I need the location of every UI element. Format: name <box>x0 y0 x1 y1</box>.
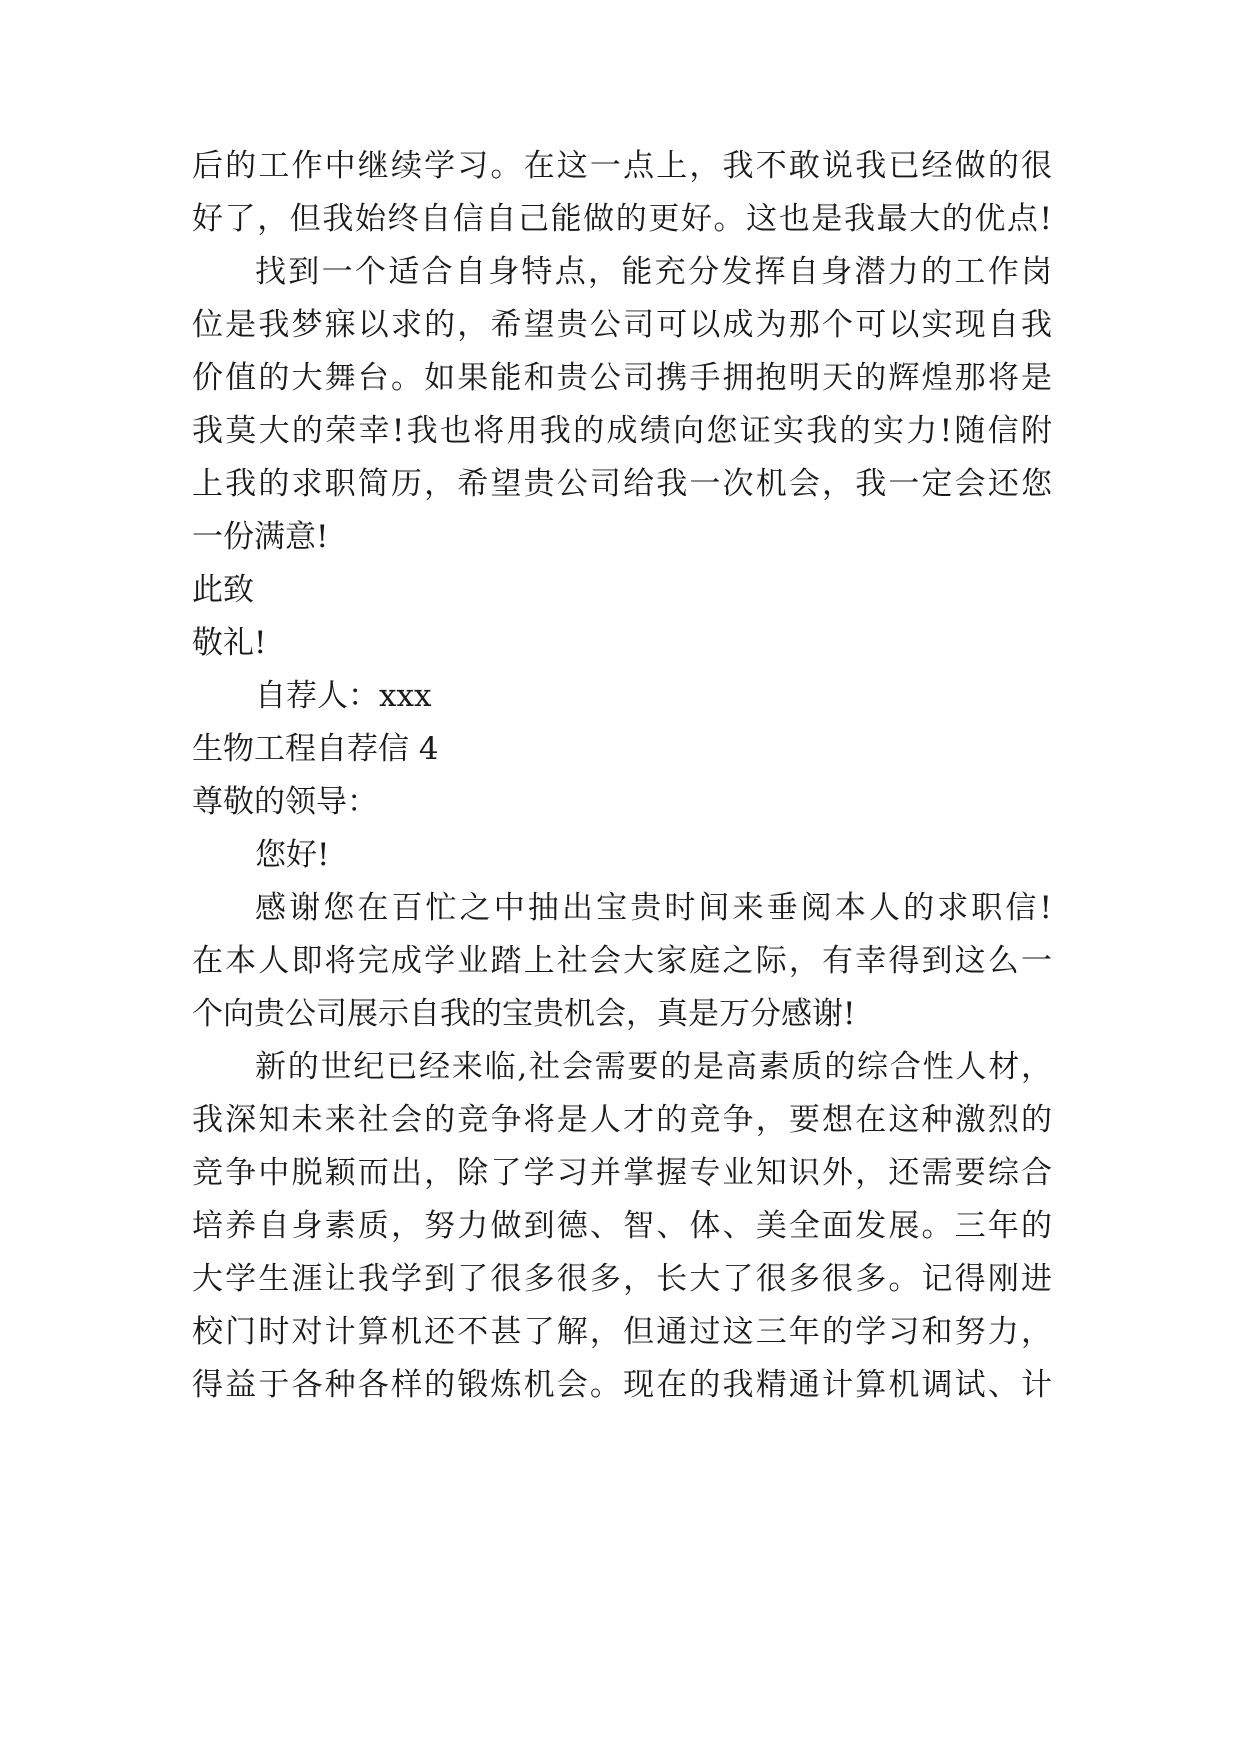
text-line: 校门时对计算机还不甚了解，但通过这三年的学习和努力， <box>192 1314 1052 1350</box>
text-line: 好了，但我始终自信自己能做的更好。这也是我最大的优点! <box>192 201 1052 237</box>
text-line: 位是我梦寐以求的，希望贵公司可以成为那个可以实现自我 <box>192 307 1052 343</box>
text-line: 得益于各种各样的锻炼机会。现在的我精通计算机调试、计 <box>192 1367 1052 1403</box>
text-line: 大学生涯让我学到了很多很多，长大了很多很多。记得刚进 <box>192 1261 1052 1297</box>
section-title: 生物工程自荐信 4 <box>192 731 439 767</box>
text-line: 我莫大的荣幸!我也将用我的成绩向您证实我的实力!随信附 <box>192 413 1052 449</box>
text-line: 新的世纪已经来临,社会需要的是高素质的综合性人材， <box>255 1049 1052 1085</box>
text-line: 个向贵公司展示自我的宝贵机会，真是万分感谢! <box>192 996 856 1032</box>
text-line: 培养自身素质，努力做到德、智、体、美全面发展。三年的 <box>192 1208 1052 1244</box>
text-line: 感谢您在百忙之中抽出宝贵时间来垂阅本人的求职信! <box>255 890 1052 926</box>
text-line: 上我的求职简历，希望贵公司给我一次机会，我一定会还您 <box>192 466 1052 502</box>
closing-regards: 敬礼! <box>192 625 267 661</box>
closing-salutation: 此致 <box>192 572 254 608</box>
signature-line: 自荐人：xxx <box>255 678 432 714</box>
greeting-hello: 您好! <box>255 837 330 873</box>
text-line: 一份满意! <box>192 519 329 555</box>
greeting: 尊敬的领导： <box>192 784 378 820</box>
text-line: 在本人即将完成学业踏上社会大家庭之际，有幸得到这么一 <box>192 943 1052 979</box>
text-line: 找到一个适合自身特点，能充分发挥自身潜力的工作岗 <box>255 254 1052 290</box>
text-line: 我深知未来社会的竞争将是人才的竞争，要想在这种激烈的 <box>192 1102 1052 1138</box>
text-line: 价值的大舞台。如果能和贵公司携手拥抱明天的辉煌那将是 <box>192 360 1052 396</box>
text-line: 竞争中脱颖而出，除了学习并掌握专业知识外，还需要综合 <box>192 1155 1052 1191</box>
text-line: 后的工作中继续学习。在这一点上，我不敢说我已经做的很 <box>192 148 1052 184</box>
